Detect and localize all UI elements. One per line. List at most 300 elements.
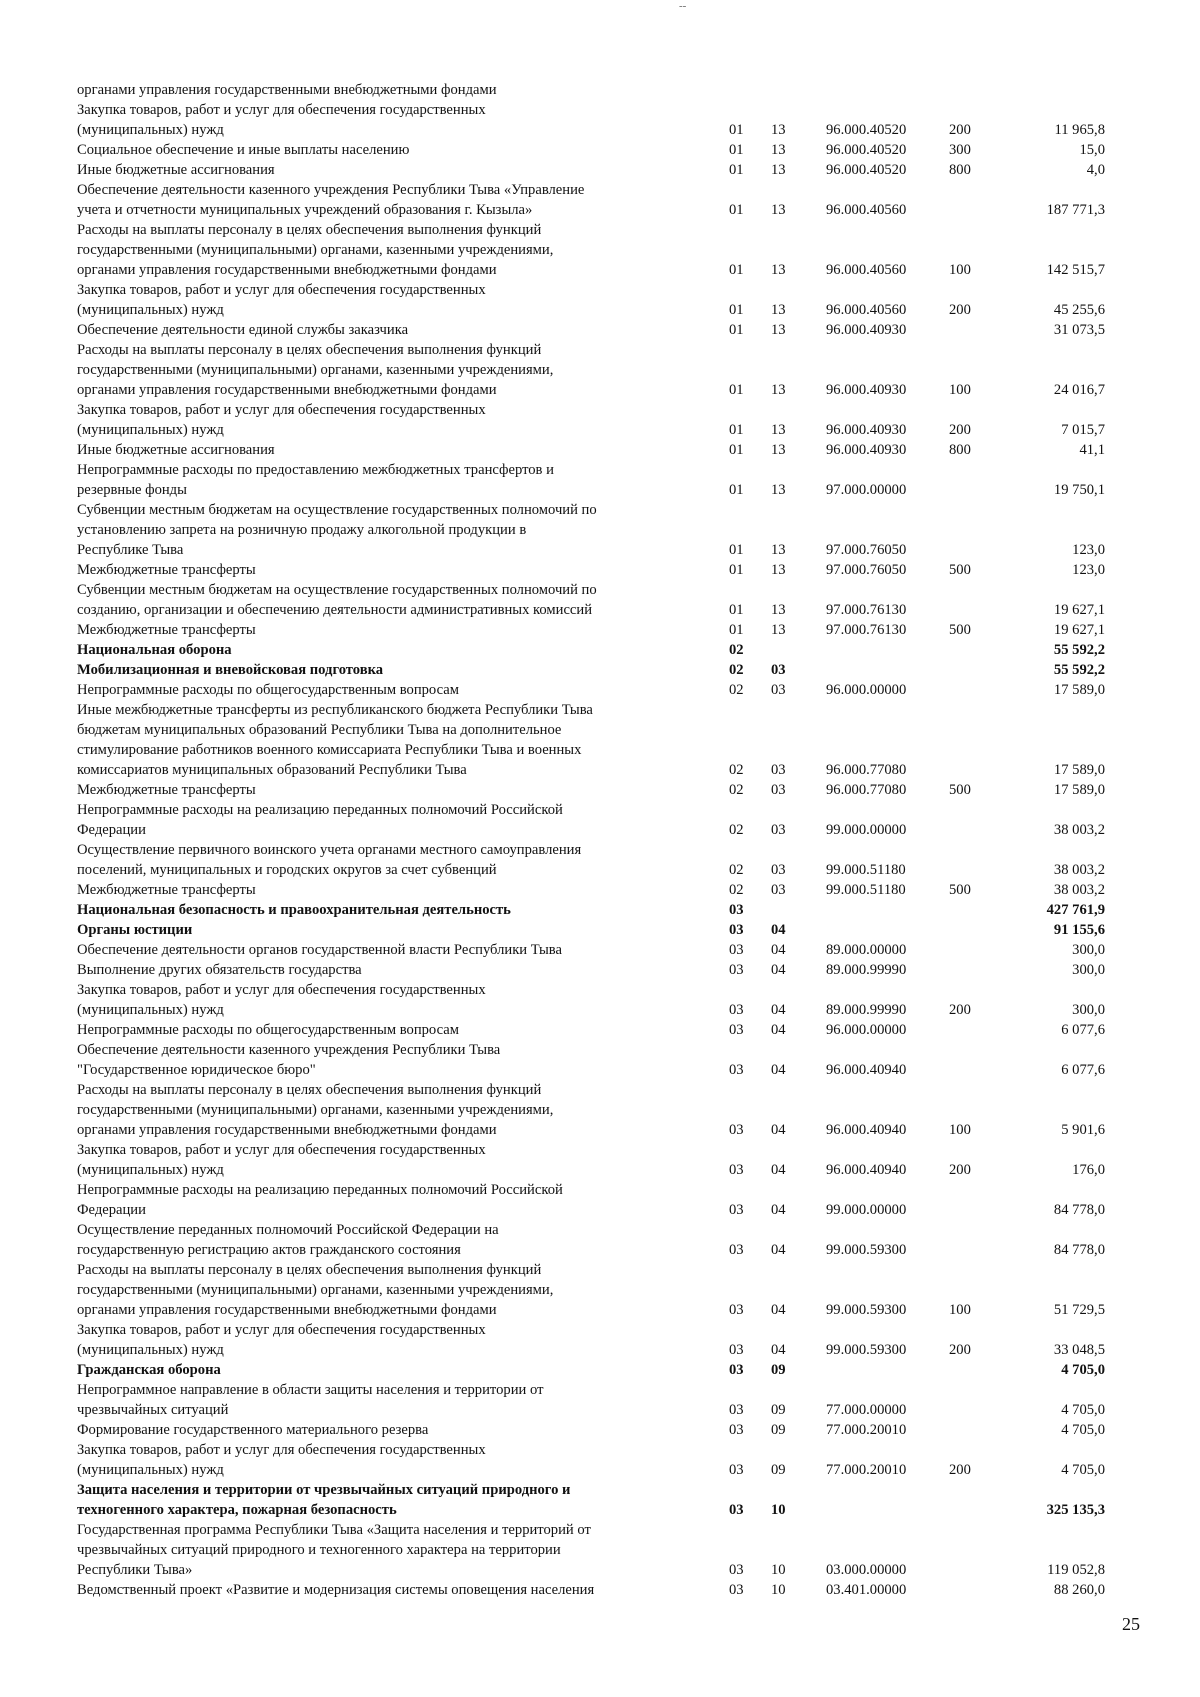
section-code: 02 [729,882,744,898]
description-line: (муниципальных) нужд [77,1342,224,1358]
table-row [0,1080,1200,1140]
row-description [77,560,707,580]
table-row [0,560,1200,580]
description-line: (муниципальных) нужд [77,302,224,318]
section-code: 02 [729,822,744,838]
subsection-code: 04 [771,1002,786,1018]
description-line: Республики Тыва» [77,1562,193,1578]
row-description [77,500,707,560]
row-description [77,840,707,880]
row-description [77,280,707,320]
table-row [0,1040,1200,1080]
target-article-code: 96.000.40940 [826,1122,907,1138]
description-line: Субвенции местным бюджетам на осуществление государственных полномочий по [77,502,597,518]
section-code: 03 [729,1162,744,1178]
row-description [77,160,707,180]
table-row [0,700,1200,780]
row-description [77,320,707,340]
target-article-code: 96.000.77080 [826,762,907,778]
row-description [77,1020,707,1040]
amount: 38 003,2 [1053,822,1105,838]
amount: 176,0 [1072,1162,1105,1178]
description-line: Закупка товаров, работ и услуг для обеспечения государственных [77,402,486,418]
target-article-code: 96.000.77080 [826,782,907,798]
amount: 4 705,0 [1061,1462,1105,1478]
table-row [0,660,1200,680]
table-row [0,1520,1200,1580]
row-description [77,1320,707,1360]
amount: 51 729,5 [1053,1302,1105,1318]
section-code: 03 [729,1402,744,1418]
description-line: (муниципальных) нужд [77,1462,224,1478]
table-row [0,1260,1200,1320]
target-article-code: 89.000.99990 [826,962,907,978]
section-code: 03 [729,962,744,978]
description-line: Закупка товаров, работ и услуг для обеспечения государственных [77,1142,486,1158]
expense-type-code: 500 [949,782,971,798]
table-row [0,180,1200,220]
description-line: Республике Тыва [77,542,184,558]
section-code: 02 [729,662,744,678]
amount: 11 965,8 [1054,122,1105,138]
section-code: 03 [729,1122,744,1138]
amount: 84 778,0 [1053,1202,1105,1218]
row-description [77,620,707,640]
description-line: Мобилизационная и вневойсковая подготовка [77,662,384,678]
section-code: 03 [729,1582,744,1598]
target-article-code: 99.000.00000 [826,822,907,838]
description-line: Закупка товаров, работ и услуг для обеспечения государственных [77,1322,486,1338]
row-description [77,1520,707,1580]
description-line: Непрограммное направление в области защиты населения и территории от [77,1382,544,1398]
row-description [77,440,707,460]
description-line: Осуществление первичного воинского учета органами местного самоуправления [77,842,582,858]
subsection-code: 04 [771,942,786,958]
amount: 300,0 [1072,962,1105,978]
table-row [0,1420,1200,1440]
section-code: 02 [729,762,744,778]
description-line: Федерации [77,1202,146,1218]
table-row [0,880,1200,900]
description-line: Национальная безопасность и правоохранительная деятельность [77,902,511,918]
amount: 4 705,0 [1061,1422,1105,1438]
description-line: учета и отчетности муниципальных учреждений образования г. Кызыла» [77,202,533,218]
subsection-code: 13 [771,162,786,178]
description-line: техногенного характера, пожарная безопасность [77,1502,397,1518]
target-article-code: 99.000.51180 [826,882,906,898]
description-line: Обеспечение деятельности казенного учреждения Республики Тыва [77,1042,501,1058]
subsection-code: 13 [771,302,786,318]
amount: 88 260,0 [1053,1582,1105,1598]
description-line: (муниципальных) нужд [77,422,224,438]
target-article-code: 77.000.20010 [826,1422,907,1438]
subsection-code: 13 [771,122,786,138]
target-article-code: 89.000.99990 [826,1002,907,1018]
description-line: Расходы на выплаты персоналу в целях обеспечения выполнения функций [77,1082,542,1098]
description-line: резервные фонды [77,482,187,498]
expense-type-code: 200 [949,1162,971,1178]
amount: 45 255,6 [1053,302,1105,318]
subsection-code: 04 [771,1062,786,1078]
row-description [77,640,707,660]
table-row [0,640,1200,660]
description-line: Расходы на выплаты персоналу в целях обеспечения выполнения функций [77,1262,542,1278]
section-code: 03 [729,942,744,958]
section-code: 02 [729,682,744,698]
subsection-code: 04 [771,1162,786,1178]
table-row [0,940,1200,960]
table-row [0,680,1200,700]
table-row [0,800,1200,840]
description-line: Межбюджетные трансферты [77,562,256,578]
section-code: 03 [729,1502,744,1518]
description-line: государственными (муниципальными) органами, казенными учреждениями, [77,242,554,258]
row-description [77,920,707,940]
description-line: Закупка товаров, работ и услуг для обеспечения государственных [77,1442,486,1458]
amount: 4 705,0 [1061,1402,1105,1418]
row-description [77,1080,707,1140]
description-line: чрезвычайных ситуаций природного и техногенного характера на территории [77,1542,561,1558]
amount: 17 589,0 [1053,782,1105,798]
row-description [77,900,707,920]
description-line: Субвенции местным бюджетам на осуществление государственных полномочий по [77,582,597,598]
table-row [0,80,1200,100]
amount: 19 627,1 [1053,602,1105,618]
amount: 19 627,1 [1053,622,1105,638]
target-article-code: 03.000.00000 [826,1562,907,1578]
description-line: Обеспечение деятельности единой службы заказчика [77,322,409,338]
amount: 300,0 [1072,1002,1105,1018]
expense-type-code: 500 [949,882,971,898]
row-description [77,1420,707,1440]
table-row [0,1140,1200,1180]
subsection-code: 04 [771,1202,786,1218]
amount: 33 048,5 [1053,1342,1105,1358]
subsection-code: 03 [771,882,786,898]
description-line: государственными (муниципальными) органами, казенными учреждениями, [77,1282,554,1298]
row-description [77,1260,707,1320]
subsection-code: 10 [771,1562,786,1578]
description-line: Социальное обеспечение и иные выплаты населению [77,142,410,158]
expense-type-code: 800 [949,162,971,178]
amount: 5 901,6 [1061,1122,1105,1138]
section-code: 01 [729,442,744,458]
row-description [77,1040,707,1080]
subsection-code: 04 [771,1302,786,1318]
table-row [0,460,1200,500]
row-description [77,1140,707,1180]
target-article-code: 96.000.40930 [826,422,907,438]
amount: 427 761,9 [1046,902,1105,918]
description-line: поселений, муниципальных и городских округов за счет субвенций [77,862,497,878]
subsection-code: 13 [771,202,786,218]
description-line: Федерации [77,822,146,838]
subsection-code: 13 [771,482,786,498]
description-line: Национальная оборона [77,642,232,658]
description-line: Иные межбюджетные трансферты из республиканского бюджета Республики Тыва [77,702,593,718]
section-code: 01 [729,122,744,138]
row-description [77,800,707,840]
section-code: 01 [729,142,744,158]
expense-type-code: 800 [949,442,971,458]
description-line: бюджетам муниципальных образований Республики Тыва на дополнительное [77,722,562,738]
amount: 142 515,7 [1046,262,1105,278]
table-row [0,320,1200,340]
amount: 38 003,2 [1053,882,1105,898]
table-row [0,440,1200,460]
target-article-code: 89.000.00000 [826,942,907,958]
section-code: 03 [729,1062,744,1078]
description-line: Формирование государственного материального резерва [77,1422,429,1438]
row-description [77,140,707,160]
section-code: 01 [729,602,744,618]
table-row [0,900,1200,920]
row-description [77,1380,707,1420]
table-row [0,280,1200,320]
section-code: 03 [729,1022,744,1038]
table-row [0,1440,1200,1480]
description-line: Межбюджетные трансферты [77,882,256,898]
description-line: Иные бюджетные ассигнования [77,162,275,178]
subsection-code: 13 [771,262,786,278]
section-code: 03 [729,1562,744,1578]
amount: 123,0 [1072,542,1105,558]
subsection-code: 13 [771,422,786,438]
subsection-code: 04 [771,1122,786,1138]
row-description [77,940,707,960]
section-code: 02 [729,642,744,658]
subsection-code: 04 [771,922,786,938]
target-article-code: 96.000.40930 [826,442,907,458]
target-article-code: 96.000.40560 [826,302,907,318]
amount: 17 589,0 [1053,762,1105,778]
table-row [0,1480,1200,1520]
table-row [0,500,1200,560]
section-code: 01 [729,422,744,438]
description-line: Выполнение других обязательств государства [77,962,362,978]
table-row [0,1380,1200,1420]
description-line: установлению запрета на розничную продажу алкогольной продукции в [77,522,527,538]
row-description [77,1360,707,1380]
target-article-code: 99.000.00000 [826,1202,907,1218]
row-description [77,980,707,1020]
table-row [0,160,1200,180]
amount: 91 155,6 [1053,922,1105,938]
expense-type-code: 100 [949,262,971,278]
target-article-code: 97.000.76130 [826,622,907,638]
description-line: Непрограммные расходы на реализацию переданных полномочий Российской [77,1182,563,1198]
section-code: 01 [729,562,744,578]
description-line: (муниципальных) нужд [77,1002,224,1018]
amount: 6 077,6 [1061,1022,1105,1038]
top-mark: -- [679,0,687,12]
subsection-code: 09 [771,1462,786,1478]
amount: 119 052,8 [1047,1562,1105,1578]
description-line: Осуществление переданных полномочий Российской Федерации на [77,1222,499,1238]
target-article-code: 96.000.40940 [826,1062,907,1078]
section-code: 01 [729,202,744,218]
target-article-code: 97.000.76050 [826,562,907,578]
amount: 325 135,3 [1046,1502,1105,1518]
section-code: 01 [729,302,744,318]
row-description [77,400,707,440]
section-code: 03 [729,1242,744,1258]
description-line: комиссариатов муниципальных образований Республики Тыва [77,762,467,778]
subsection-code: 03 [771,782,786,798]
description-line: органами управления государственными внебюджетными фондами [77,382,497,398]
subsection-code: 13 [771,562,786,578]
row-description [77,1440,707,1480]
section-code: 03 [729,1462,744,1478]
subsection-code: 13 [771,602,786,618]
subsection-code: 13 [771,322,786,338]
amount: 55 592,2 [1053,642,1105,658]
subsection-code: 03 [771,862,786,878]
table-row [0,340,1200,400]
row-description [77,880,707,900]
section-code: 03 [729,1362,744,1378]
target-article-code: 97.000.76130 [826,602,907,618]
table-row [0,1220,1200,1260]
description-line: государственными (муниципальными) органами, казенными учреждениями, [77,362,554,378]
description-line: государственными (муниципальными) органами, казенными учреждениями, [77,1102,554,1118]
description-line: Расходы на выплаты персоналу в целях обеспечения выполнения функций [77,222,542,238]
table-row [0,1020,1200,1040]
budget-table [0,80,1200,1600]
subsection-code: 13 [771,142,786,158]
row-description [77,1480,707,1520]
amount: 6 077,6 [1061,1062,1105,1078]
row-description [77,220,707,280]
amount: 17 589,0 [1053,682,1105,698]
amount: 19 750,1 [1053,482,1105,498]
section-code: 01 [729,542,744,558]
subsection-code: 10 [771,1502,786,1518]
description-line: Непрограммные расходы на реализацию переданных полномочий Российской [77,802,563,818]
subsection-code: 10 [771,1582,786,1598]
expense-type-code: 200 [949,1462,971,1478]
table-row [0,1180,1200,1220]
description-line: "Государственное юридическое бюро" [77,1062,316,1078]
section-code: 02 [729,782,744,798]
description-line: органами управления государственными внебюджетными фондами [77,1302,497,1318]
subsection-code: 03 [771,822,786,838]
description-line: Гражданская оборона [77,1362,221,1378]
section-code: 03 [729,1342,744,1358]
target-article-code: 96.000.40930 [826,322,907,338]
target-article-code: 97.000.00000 [826,482,907,498]
description-line: Расходы на выплаты персоналу в целях обеспечения выполнения функций [77,342,542,358]
target-article-code: 96.000.40560 [826,202,907,218]
amount: 24 016,7 [1053,382,1105,398]
description-line: Государственная программа Республики Тыва «Защита населения и территорий от [77,1522,591,1538]
amount: 4,0 [1086,162,1105,178]
subsection-code: 03 [771,662,786,678]
expense-type-code: 200 [949,302,971,318]
table-row [0,620,1200,640]
expense-type-code: 200 [949,1002,971,1018]
table-row [0,220,1200,280]
target-article-code: 99.000.59300 [826,1242,907,1258]
section-code: 03 [729,922,744,938]
table-row [0,1320,1200,1360]
subsection-code: 04 [771,1342,786,1358]
description-line: Непрограммные расходы по предоставлению межбюджетных трансфертов и [77,462,554,478]
description-line: чрезвычайных ситуаций [77,1402,229,1418]
amount: 84 778,0 [1053,1242,1105,1258]
section-code: 03 [729,1002,744,1018]
table-row [0,1580,1200,1600]
target-article-code: 77.000.20010 [826,1462,907,1478]
expense-type-code: 100 [949,382,971,398]
description-line: Межбюджетные трансферты [77,622,256,638]
subsection-code: 13 [771,382,786,398]
section-code: 01 [729,622,744,638]
description-line: органами управления государственными внебюджетными фондами [77,82,497,98]
target-article-code: 96.000.40520 [826,162,907,178]
subsection-code: 13 [771,442,786,458]
row-description [77,80,707,100]
description-line: Межбюджетные трансферты [77,782,256,798]
target-article-code: 97.000.76050 [826,542,907,558]
target-article-code: 96.000.40560 [826,262,907,278]
target-article-code: 96.000.00000 [826,682,907,698]
expense-type-code: 100 [949,1302,971,1318]
section-code: 01 [729,382,744,398]
row-description [77,1580,707,1600]
table-row [0,780,1200,800]
expense-type-code: 200 [949,422,971,438]
expense-type-code: 200 [949,122,971,138]
row-description [77,580,707,620]
description-line: Закупка товаров, работ и услуг для обеспечения государственных [77,282,486,298]
description-line: (муниципальных) нужд [77,122,224,138]
description-line: государственную регистрацию актов гражданского состояния [77,1242,461,1258]
amount: 300,0 [1072,942,1105,958]
expense-type-code: 500 [949,562,971,578]
subsection-code: 04 [771,962,786,978]
description-line: стимулирование работников военного комиссариата Республики Тыва и военных [77,742,582,758]
section-code: 02 [729,862,744,878]
expense-type-code: 200 [949,1342,971,1358]
amount: 4 705,0 [1061,1362,1105,1378]
description-line: Ведомственный проект «Развитие и модернизация системы оповещения населения [77,1582,595,1598]
subsection-code: 04 [771,1242,786,1258]
row-description [77,180,707,220]
description-line: Обеспечение деятельности органов государственной власти Республики Тыва [77,942,562,958]
target-article-code: 96.000.40930 [826,382,907,398]
table-row [0,960,1200,980]
amount: 7 015,7 [1061,422,1105,438]
row-description [77,1220,707,1260]
target-article-code: 03.401.00000 [826,1582,907,1598]
subsection-code: 09 [771,1362,786,1378]
description-line: Закупка товаров, работ и услуг для обеспечения государственных [77,982,486,998]
description-line: Обеспечение деятельности казенного учреждения Республики Тыва «Управление [77,182,585,198]
target-article-code: 96.000.40520 [826,122,907,138]
table-row [0,100,1200,140]
row-description [77,680,707,700]
table-row [0,140,1200,160]
target-article-code: 96.000.40520 [826,142,907,158]
amount: 15,0 [1079,142,1105,158]
table-row [0,980,1200,1020]
amount: 31 073,5 [1053,322,1105,338]
row-description [77,780,707,800]
description-line: органами управления государственными внебюджетными фондами [77,1122,497,1138]
description-line: Органы юстиции [77,922,193,938]
amount: 41,1 [1079,442,1105,458]
